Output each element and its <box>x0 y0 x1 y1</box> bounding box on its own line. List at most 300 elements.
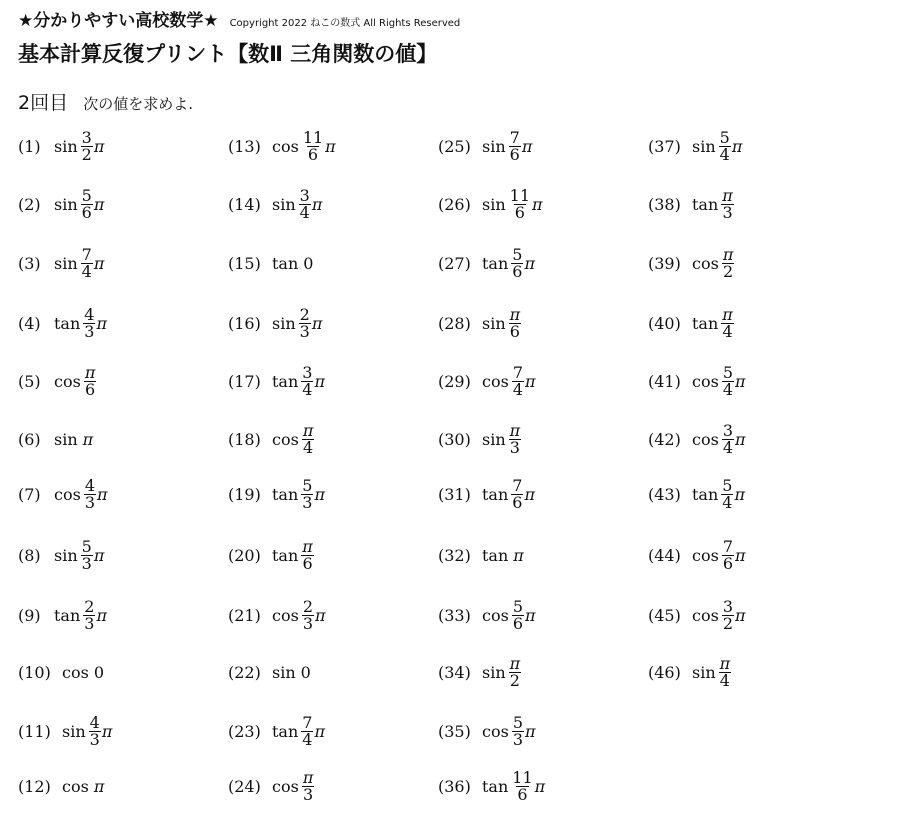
problem-item <box>18 756 104 816</box>
fraction <box>512 362 524 399</box>
fraction-numerator: 7 <box>302 712 313 732</box>
fraction-denominator: 2 <box>81 144 92 164</box>
function-name: sin <box>54 136 78 156</box>
problem-expression <box>272 475 325 512</box>
problem-expression <box>272 127 336 164</box>
pi-symbol: π <box>325 136 336 156</box>
fraction-denominator: 4 <box>512 379 523 399</box>
problem-expression <box>272 663 311 682</box>
function-name: cos <box>482 371 509 391</box>
problem-number: (32) <box>438 545 471 565</box>
fraction-numerator: 5 <box>81 185 92 205</box>
pi-symbol: π <box>532 194 543 214</box>
fraction <box>302 127 324 164</box>
problem-item <box>228 525 315 585</box>
problem-item <box>438 174 543 234</box>
problem-item <box>228 585 326 645</box>
fraction <box>302 596 314 633</box>
problem-item <box>18 174 104 234</box>
fraction <box>81 244 93 281</box>
fraction-numerator: 11 <box>512 767 533 787</box>
problem-number: (4) <box>18 313 41 333</box>
problem-item <box>648 585 746 645</box>
argument-value: π <box>93 776 105 796</box>
problem-expression <box>272 304 323 341</box>
problem-item <box>18 585 107 645</box>
problem-item <box>648 351 746 411</box>
fraction-denominator: 4 <box>81 261 92 281</box>
fraction-denominator: 2 <box>722 261 734 281</box>
problem-number: (46) <box>648 662 681 682</box>
problem-item <box>438 525 524 585</box>
fraction-denominator: 6 <box>509 321 520 341</box>
problem-expression <box>692 653 732 690</box>
problem-expression <box>272 536 315 573</box>
fraction-numerator: π <box>509 653 521 673</box>
problem-number: (14) <box>228 194 261 214</box>
pi-symbol: π <box>311 194 323 214</box>
problem-number: (18) <box>228 429 261 449</box>
problem-expression <box>482 653 522 690</box>
function-name: sin <box>272 313 296 333</box>
function-name: tan <box>272 721 299 741</box>
fraction-numerator: π <box>84 362 96 382</box>
problem-number: (41) <box>648 371 681 391</box>
fraction-numerator: 5 <box>302 475 313 495</box>
subtitle-row <box>18 88 193 115</box>
problem-expression <box>54 304 107 341</box>
function-name: sin <box>482 429 506 449</box>
fraction-denominator: 4 <box>719 144 730 164</box>
problem-expression <box>482 475 535 512</box>
pi-symbol: π <box>525 605 536 625</box>
fraction-numerator: 7 <box>512 362 523 382</box>
problem-number: (34) <box>438 662 471 682</box>
function-name: tan <box>272 253 299 273</box>
problem-item <box>18 116 104 176</box>
problem-expression <box>272 767 315 804</box>
pi-symbol: π <box>314 371 325 391</box>
problem-expression <box>692 127 743 164</box>
fraction <box>89 712 101 749</box>
fraction <box>511 475 523 512</box>
problem-expression <box>482 712 536 749</box>
fraction <box>301 536 314 573</box>
problem-expression <box>54 244 105 281</box>
problem-item <box>18 233 104 293</box>
pi-symbol: π <box>97 484 108 504</box>
fraction-denominator: 4 <box>302 379 313 399</box>
problem-number: (21) <box>228 605 261 625</box>
fraction <box>722 420 734 457</box>
fraction-denominator: 4 <box>299 202 310 222</box>
problem-expression <box>272 712 325 749</box>
fraction-denominator: 6 <box>722 553 733 573</box>
fraction-numerator: 5 <box>719 127 730 147</box>
fraction-denominator: 4 <box>719 670 730 690</box>
pi-symbol: π <box>311 313 323 333</box>
header <box>18 6 460 31</box>
fraction-numerator: π <box>719 653 731 673</box>
fraction-denominator: 3 <box>299 321 310 341</box>
problem-expression <box>54 536 105 573</box>
function-name: tan <box>482 253 509 273</box>
function-name: tan <box>692 484 719 504</box>
argument-value: 0 <box>300 662 311 682</box>
problem-item <box>438 233 535 293</box>
problem-item <box>18 409 93 469</box>
function-name: cos <box>62 776 89 796</box>
fraction <box>721 475 733 512</box>
function-name: cos <box>272 136 299 156</box>
fraction <box>301 362 313 399</box>
fraction-numerator: 11 <box>302 127 324 147</box>
pi-symbol: π <box>315 605 326 625</box>
fraction-denominator: 3 <box>89 729 100 749</box>
fraction <box>81 127 93 164</box>
problem-number: (33) <box>438 605 471 625</box>
function-name: sin <box>692 662 716 682</box>
problem-number: (36) <box>438 776 471 796</box>
problem-number: (6) <box>18 429 41 449</box>
fraction-numerator: 2 <box>84 596 95 616</box>
fraction-numerator: 3 <box>722 596 733 616</box>
function-name: cos <box>692 371 719 391</box>
copyright-text: Copyright 2022 ねこの数式 All Rights Reserved <box>229 18 461 29</box>
problem-item <box>228 409 315 469</box>
round-label: 2回目 <box>18 92 69 114</box>
problem-item <box>228 174 322 234</box>
fraction <box>719 653 732 690</box>
problem-expression <box>62 777 104 796</box>
fraction <box>721 185 734 222</box>
function-name: sin <box>272 194 296 214</box>
fraction <box>301 475 313 512</box>
function-name: tan <box>54 313 81 333</box>
argument-value: π <box>513 545 524 565</box>
problem-item <box>18 525 104 585</box>
fraction-denominator: 4 <box>722 379 733 399</box>
function-name: cos <box>482 721 509 741</box>
problem-number: (17) <box>228 371 261 391</box>
fraction <box>83 304 95 341</box>
pi-symbol: π <box>735 605 746 625</box>
problem-item <box>228 464 325 524</box>
fraction-denominator: 4 <box>722 321 733 341</box>
pi-symbol: π <box>93 545 105 565</box>
fraction <box>299 304 311 341</box>
problem-number: (19) <box>228 484 261 504</box>
fraction-numerator: 4 <box>89 712 100 732</box>
fraction-denominator: 6 <box>517 784 528 804</box>
problem-item <box>18 701 112 761</box>
problem-expression <box>54 430 93 449</box>
problem-item <box>648 409 746 469</box>
fraction <box>509 185 531 222</box>
fraction-numerator: 5 <box>81 536 92 556</box>
problem-item <box>18 464 108 524</box>
problem-expression <box>62 712 113 749</box>
fraction <box>299 185 311 222</box>
function-name: cos <box>54 484 81 504</box>
fraction <box>302 767 315 804</box>
fraction-denominator: 4 <box>722 437 733 457</box>
fraction-numerator: 7 <box>722 536 733 556</box>
problem-number: (44) <box>648 545 681 565</box>
function-name: sin <box>482 136 506 156</box>
problem-number: (39) <box>648 253 681 273</box>
problem-expression <box>482 420 522 457</box>
problem-item <box>438 756 545 816</box>
problem-number: (11) <box>18 721 51 741</box>
pi-symbol: π <box>524 484 535 504</box>
problem-item <box>438 351 536 411</box>
problem-expression <box>692 304 735 341</box>
pi-symbol: π <box>734 484 745 504</box>
fraction-denominator: 6 <box>84 379 96 399</box>
pi-symbol: π <box>534 776 546 796</box>
problem-expression <box>272 596 326 633</box>
function-name: tan <box>272 371 299 391</box>
fraction-numerator: π <box>302 767 314 787</box>
fraction-numerator: 5 <box>512 596 523 616</box>
fraction <box>722 362 734 399</box>
argument-value: 0 <box>303 253 314 273</box>
problem-number: (23) <box>228 721 261 741</box>
fraction-denominator: 3 <box>509 437 520 457</box>
problem-number: (45) <box>648 605 681 625</box>
problem-expression <box>692 244 735 281</box>
fraction-numerator: π <box>722 304 733 324</box>
pi-symbol: π <box>314 484 325 504</box>
problem-item <box>228 293 322 353</box>
problem-number: (28) <box>438 313 471 333</box>
problem-item <box>18 351 97 411</box>
problem-number: (15) <box>228 253 261 273</box>
problem-expression <box>482 546 524 565</box>
fraction-denominator: 6 <box>512 613 523 633</box>
fraction <box>511 767 533 804</box>
problem-item <box>648 293 735 353</box>
problem-item <box>228 701 325 761</box>
pi-symbol: π <box>101 721 113 741</box>
function-name: sin <box>54 194 78 214</box>
fraction-numerator: 2 <box>302 596 313 616</box>
problem-number: (38) <box>648 194 681 214</box>
function-name: sin <box>692 136 716 156</box>
fraction-numerator: 7 <box>512 475 523 495</box>
problem-item <box>438 116 532 176</box>
problem-expression <box>692 475 745 512</box>
fraction-denominator: 3 <box>302 613 313 633</box>
fraction-denominator: 4 <box>302 729 313 749</box>
problem-number: (31) <box>438 484 471 504</box>
fraction-numerator: 4 <box>84 304 95 324</box>
problem-expression <box>272 185 323 222</box>
problem-item <box>648 642 732 702</box>
problem-expression <box>54 596 107 633</box>
problem-number: (12) <box>18 776 51 796</box>
problem-item <box>18 293 107 353</box>
fraction-numerator: π <box>302 536 313 556</box>
function-name: sin <box>62 721 86 741</box>
function-name: sin <box>54 429 78 449</box>
problem-item <box>228 351 325 411</box>
fraction <box>509 420 522 457</box>
page-title: 基本計算反復プリント【数Ⅱ 三角関数の値】 <box>18 42 438 66</box>
function-name: sin <box>482 313 506 333</box>
fraction <box>512 712 524 749</box>
pi-symbol: π <box>525 371 536 391</box>
problem-expression <box>62 663 104 682</box>
problem-number: (25) <box>438 136 471 156</box>
fraction-numerator: 3 <box>299 185 310 205</box>
fraction <box>509 127 521 164</box>
problem-item <box>228 756 315 816</box>
fraction-denominator: 6 <box>514 202 525 222</box>
fraction <box>83 596 95 633</box>
problem-number: (2) <box>18 194 41 214</box>
problem-expression <box>54 185 105 222</box>
problem-number: (37) <box>648 136 681 156</box>
problem-expression <box>482 767 546 804</box>
fraction-denominator: 3 <box>722 202 733 222</box>
function-name: cos <box>272 776 299 796</box>
problem-expression <box>482 127 533 164</box>
problem-item <box>438 642 522 702</box>
fraction-numerator: 5 <box>512 712 523 732</box>
problem-number: (30) <box>438 429 471 449</box>
fraction-denominator: 3 <box>84 321 95 341</box>
fraction-numerator: 11 <box>509 185 530 205</box>
fraction <box>721 304 734 341</box>
fraction-numerator: π <box>722 244 734 264</box>
problem-item <box>438 293 522 353</box>
function-name: sin <box>272 662 296 682</box>
function-name: cos <box>692 429 719 449</box>
problem-expression <box>482 304 522 341</box>
problem-item <box>648 233 735 293</box>
function-name: sin <box>482 662 506 682</box>
function-name: tan <box>482 545 509 565</box>
function-name: tan <box>54 605 81 625</box>
fraction <box>719 127 731 164</box>
fraction-denominator: 6 <box>81 202 92 222</box>
problem-number: (20) <box>228 545 261 565</box>
fraction-denominator: 4 <box>722 492 733 512</box>
problem-number: (5) <box>18 371 41 391</box>
problem-number: (43) <box>648 484 681 504</box>
problem-number: (35) <box>438 721 471 741</box>
fraction <box>301 712 313 749</box>
problem-expression <box>272 362 325 399</box>
fraction <box>722 244 735 281</box>
fraction-numerator: 5 <box>722 475 733 495</box>
function-name: cos <box>54 371 81 391</box>
pi-symbol: π <box>93 136 105 156</box>
function-name: cos <box>62 662 89 682</box>
problem-expression <box>54 127 105 164</box>
problem-item <box>438 464 535 524</box>
function-name: tan <box>692 313 719 333</box>
problem-expression <box>692 536 746 573</box>
brand-label: ★分かりやすい高校数学★ <box>18 11 219 31</box>
fraction <box>81 185 93 222</box>
fraction <box>509 653 522 690</box>
problem-number: (16) <box>228 313 261 333</box>
pi-symbol: π <box>735 545 746 565</box>
problem-number: (42) <box>648 429 681 449</box>
fraction-numerator: 3 <box>302 362 313 382</box>
pi-symbol: π <box>314 721 325 741</box>
fraction <box>302 420 315 457</box>
problem-expression <box>482 244 535 281</box>
function-name: tan <box>272 484 299 504</box>
pi-symbol: π <box>525 721 536 741</box>
function-name: cos <box>692 253 719 273</box>
function-name: tan <box>482 776 509 796</box>
fraction-numerator: 5 <box>512 244 523 264</box>
function-name: cos <box>482 605 509 625</box>
problem-expression <box>54 475 108 512</box>
fraction-numerator: π <box>509 304 521 324</box>
pi-symbol: π <box>93 253 105 273</box>
function-name: sin <box>54 545 78 565</box>
instruction-text: 次の値を求めよ. <box>83 95 193 113</box>
function-name: sin <box>54 253 78 273</box>
fraction <box>509 304 522 341</box>
problem-item <box>648 174 735 234</box>
fraction <box>84 362 97 399</box>
fraction-numerator: 7 <box>509 127 520 147</box>
function-name: tan <box>272 545 299 565</box>
fraction-denominator: 2 <box>509 670 520 690</box>
problem-item <box>228 116 336 176</box>
pi-symbol: π <box>521 136 533 156</box>
problem-number: (3) <box>18 253 41 273</box>
problem-expression <box>692 596 746 633</box>
problem-number: (24) <box>228 776 261 796</box>
pi-symbol: π <box>731 136 743 156</box>
problem-number: (7) <box>18 484 41 504</box>
fraction-denominator: 2 <box>722 613 733 633</box>
problem-item <box>648 464 745 524</box>
fraction-denominator: 3 <box>81 553 92 573</box>
function-name: cos <box>272 605 299 625</box>
fraction-denominator: 6 <box>302 553 313 573</box>
problem-number: (10) <box>18 662 51 682</box>
function-name: tan <box>482 484 509 504</box>
function-name: cos <box>692 545 719 565</box>
problem-expression <box>272 254 313 273</box>
fraction-denominator: 3 <box>84 613 95 633</box>
pi-symbol: π <box>735 371 746 391</box>
problem-number: (8) <box>18 545 41 565</box>
problem-expression <box>272 420 315 457</box>
problem-expression <box>482 185 543 222</box>
fraction-numerator: 3 <box>81 127 92 147</box>
fraction-denominator: 6 <box>509 144 520 164</box>
function-name: cos <box>692 605 719 625</box>
problem-number: (13) <box>228 136 261 156</box>
fraction <box>722 536 734 573</box>
problem-number: (1) <box>18 136 41 156</box>
problem-expression <box>54 362 97 399</box>
fraction-numerator: 4 <box>84 475 95 495</box>
problem-number: (29) <box>438 371 471 391</box>
fraction-denominator: 3 <box>84 492 95 512</box>
function-name: sin <box>482 194 506 214</box>
